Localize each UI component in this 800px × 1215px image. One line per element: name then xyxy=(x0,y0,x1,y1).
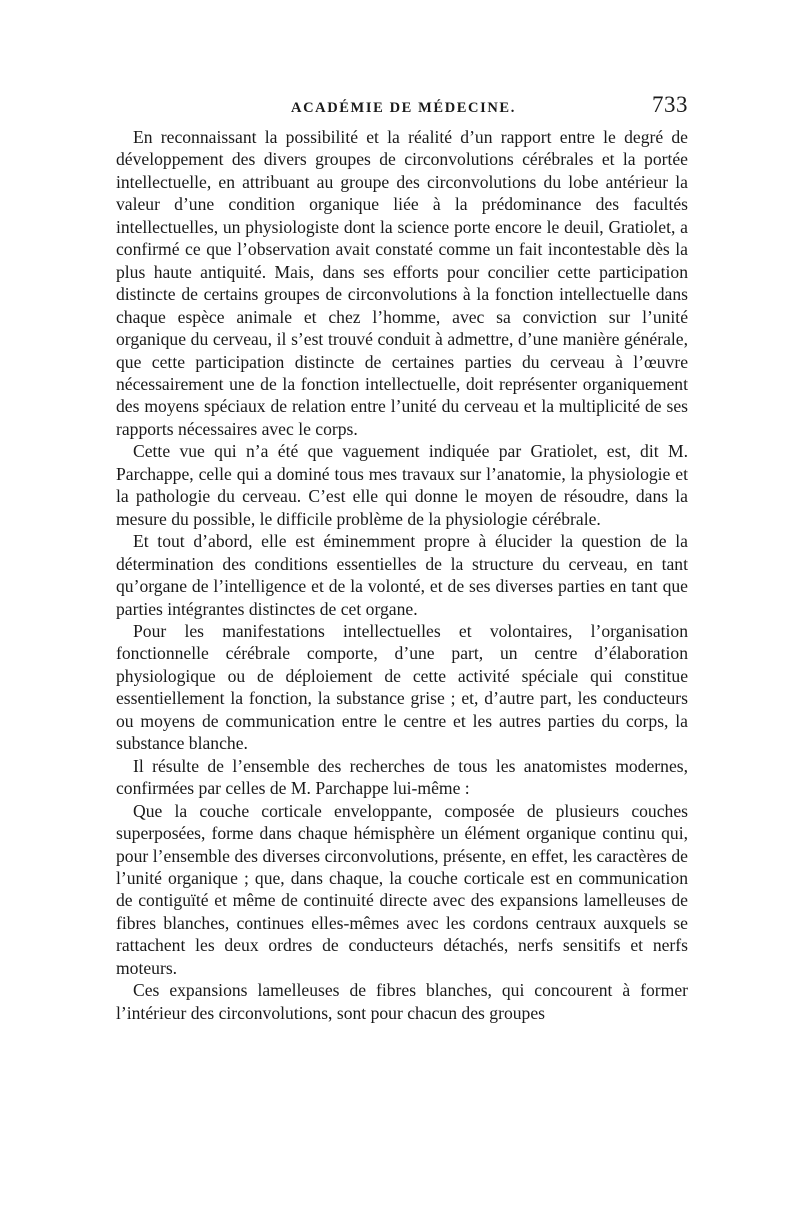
paragraph: Que la couche corticale enveloppante, composée de plusieurs couches superposées, forme dans chaque hémisphère un élément organique continu qui, pour l’ensemble des diverses circonvolutions, présente, en effet, les caractères de l’unité organique ; que, dans chaque, la couche corticale est en communication de contiguïté et même de continuité directe avec des expansions lamelleuses de fibres blanches, continues elles-mêmes avec les cordons centraux auxquels se rattachent les deux ordres de conducteurs détachés, nerfs sensitifs et nerfs moteurs. xyxy=(116,800,688,978)
paragraph: Cette vue qui n’a été que vaguement indiquée par Gratiolet, est, dit M. Parchappe, celle qui a dominé tous mes travaux sur l’anatomie, la physiologie et la pathologie du cerveau. C’est elle qui donne le moyen de résoudre, dans la mesure du possible, le difficile problème de la physiologie cérébrale. xyxy=(116,441,688,529)
paragraph: Il résulte de l’ensemble des recherches de tous les anatomistes modernes, confirmées par celles de M. Parchappe lui-même : xyxy=(116,755,688,799)
paragraph: En reconnaissant la possibilité et la réalité d’un rapport entre le degré de développement des divers groupes de circonvolutions cérébrales et la portée intellectuelle, en attribuant au groupe des circonvolutions du lobe antérieur la valeur d’une condition organique liée à la prédominance des facultés intellectuelles, un physiologiste dont la science porte encore le deuil, Gratiolet, a confirmé ce que l’observation avait constaté comme un fait incontestable dès la plus haute antiquité. Mais, dans ses efforts pour concilier cette participation distincte de certains groupes de circonvolutions à la fonction intellectuelle dans chaque espèce animale et chez l’homme, avec sa conviction sur l’unité organique du cerveau, il s’est trouvé conduit à admettre, d’une manière générale, que cette participation distincte de certaines parties du cerveau à l’œuvre nécessairement une de la fonction intellectuelle, doit représenter organiquement des moyens spéciaux de relation entre l’unité du cerveau et la multiplicité de ses rapports nécessaires avec le corps. xyxy=(116,127,688,439)
paragraph: Ces expansions lamelleuses de fibres blanches, qui concourent à former l’intérieur des circonvolutions, sont pour chacun des groupes xyxy=(116,980,688,1023)
paragraph: Et tout d’abord, elle est éminemment propre à élucider la question de la détermination des conditions essentielles de la structure du cerveau, en tant qu’organe de l’intelligence et de la volonté, et de ses diverses parties en tant que parties intégrantes distinctes de cet organe. xyxy=(116,531,688,619)
page-number: 733 xyxy=(652,92,688,117)
paragraph: Pour les manifestations intellectuelles et volontaires, l’organisation fonctionnelle cérébrale comporte, d’une part, un centre d’élaboration physiologique ou de déploiement de cette activité spéciale qui constitue essentiellement la fonction, la substance grise ; et, d’autre part, les conducteurs ou moyens de communication entre le centre et les autres parties du corps, la substance blanche. xyxy=(116,620,688,754)
book-page xyxy=(116,92,688,1024)
body-text xyxy=(116,126,688,1024)
running-title: ACADÉMIE DE MÉDECINE. xyxy=(291,100,516,116)
running-header xyxy=(116,92,688,122)
